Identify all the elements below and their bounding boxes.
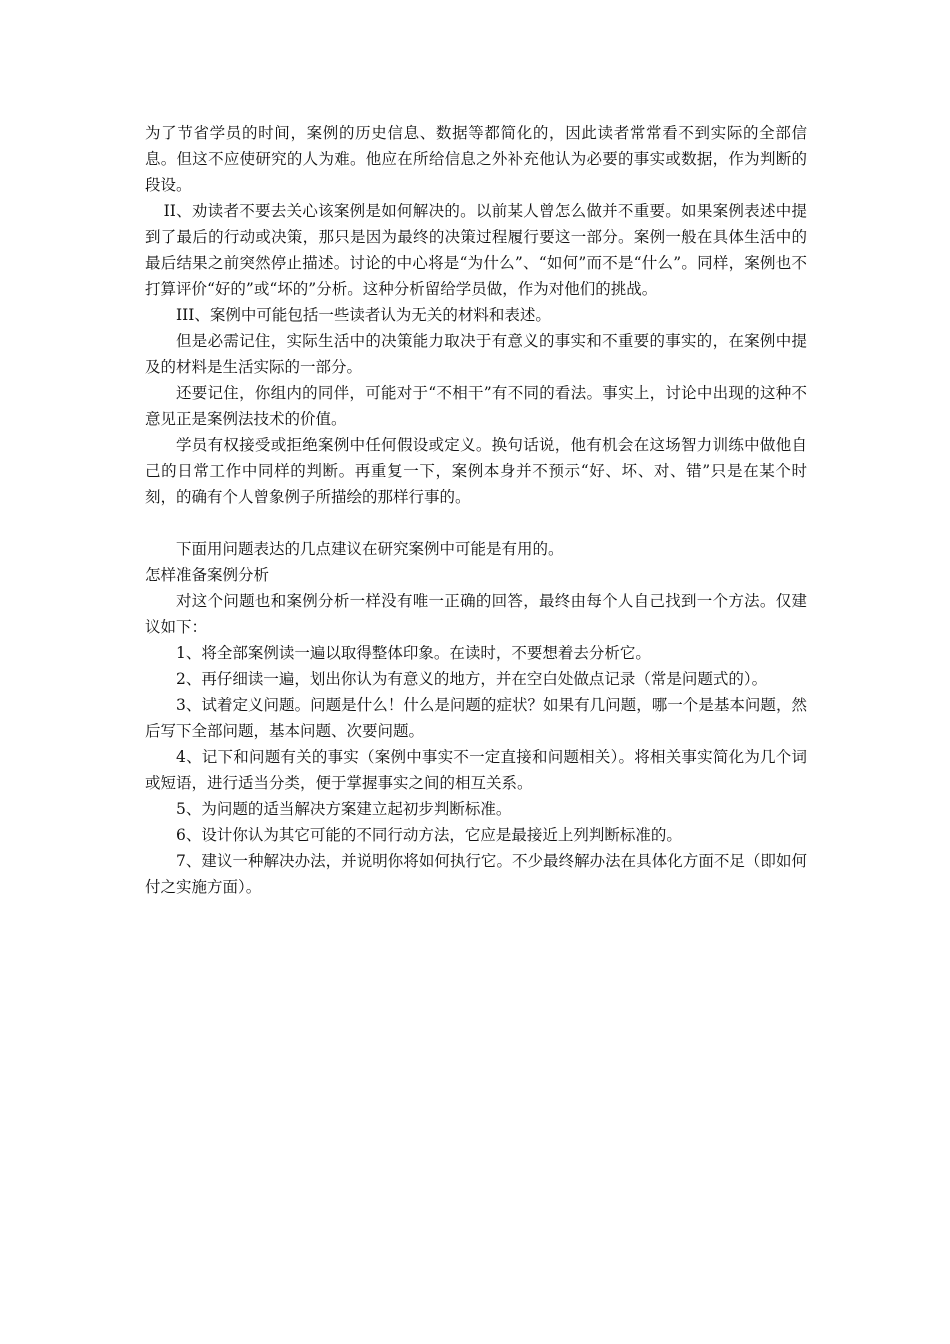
step-6: 6、设计你认为其它可能的不同行动方法，它应是最接近上列判断标准的。 (176, 826, 682, 844)
section-heading: 怎样准备案例分析 (145, 566, 270, 584)
paragraph-continuation: 为了节省学员的时间，案例的历史信息、数据等都简化的，因此读者常常看不到实际的全部信息。但这不应使研究的人为难。他应在所给信息之外补充他认为必要的事实或数据，作为判断的段设。 (145, 124, 807, 194)
step-7: 7、建议一种解决办法，并说明你将如何执行它。不少最终解办法在具体化方面不足（即如何付之实施方面）。 (145, 852, 807, 896)
intro-line: 下面用问题表达的几点建议在研究案例中可能是有用的。 (176, 540, 564, 558)
paragraph-point-2: II、劝读者不要去关心该案例是如何解决的。以前某人曾怎么做并不重要。如果案例表述中提到了最后的行动或决策，那只是因为最终的决策过程履行要这一部分。案例一般在具体生活中的最后结果之前突然停止描述。讨论的中心将是“为什么”、“如何”而不是“什么”。同样，案例也不打算评价“好的”或“坏的”分析。这种分析留给学员做，作为对他们的挑战。 (145, 202, 807, 298)
paragraph-point-3: III、案例中可能包括一些读者认为无关的材料和表述。 (176, 306, 551, 324)
step-2: 2、再仔细读一遍，划出你认为有意义的地方，并在空白处做点记录（常是问题式的）。 (176, 670, 768, 688)
paragraph-remember: 但是必需记住，实际生活中的决策能力取决于有意义的事实和不重要的事实的，在案例中提及的材料是生活实际的一部分。 (145, 332, 807, 376)
step-1: 1、将全部案例读一遍以取得整体印象。在读时，不要想着去分析它。 (176, 644, 651, 662)
document-body (145, 120, 807, 900)
section-intro: 对这个问题也和案例分析一样没有唯一正确的回答，最终由每个人自己找到一个方法。仅建议如下： (145, 592, 807, 636)
step-4: 4、记下和问题有关的事实（案例中事实不一定直接和问题相关）。将相关事实简化为几个词或短语，进行适当分类，便于掌握事实之间的相互关系。 (145, 748, 807, 792)
blank-line (145, 510, 807, 536)
step-3: 3、试着定义问题。问题是什么！什么是问题的症状？如果有几问题，哪一个是基本问题，然后写下全部问题，基本问题、次要问题。 (145, 696, 807, 740)
step-5: 5、为问题的适当解决方案建立起初步判断标准。 (176, 800, 512, 818)
paragraph-rights: 学员有权接受或拒绝案例中任何假设或定义。换句话说，他有机会在这场智力训练中做他自己的日常工作中同样的判断。再重复一下，案例本身并不预示“好、坏、对、错”只是在某个时刻，的确有个人曾象例子所描绘的那样行事的。 (145, 436, 807, 506)
paragraph-peers: 还要记住，你组内的同伴，可能对于“不相干”有不同的看法。事实上，讨论中出现的这种不意见正是案例法技术的价值。 (145, 384, 807, 428)
